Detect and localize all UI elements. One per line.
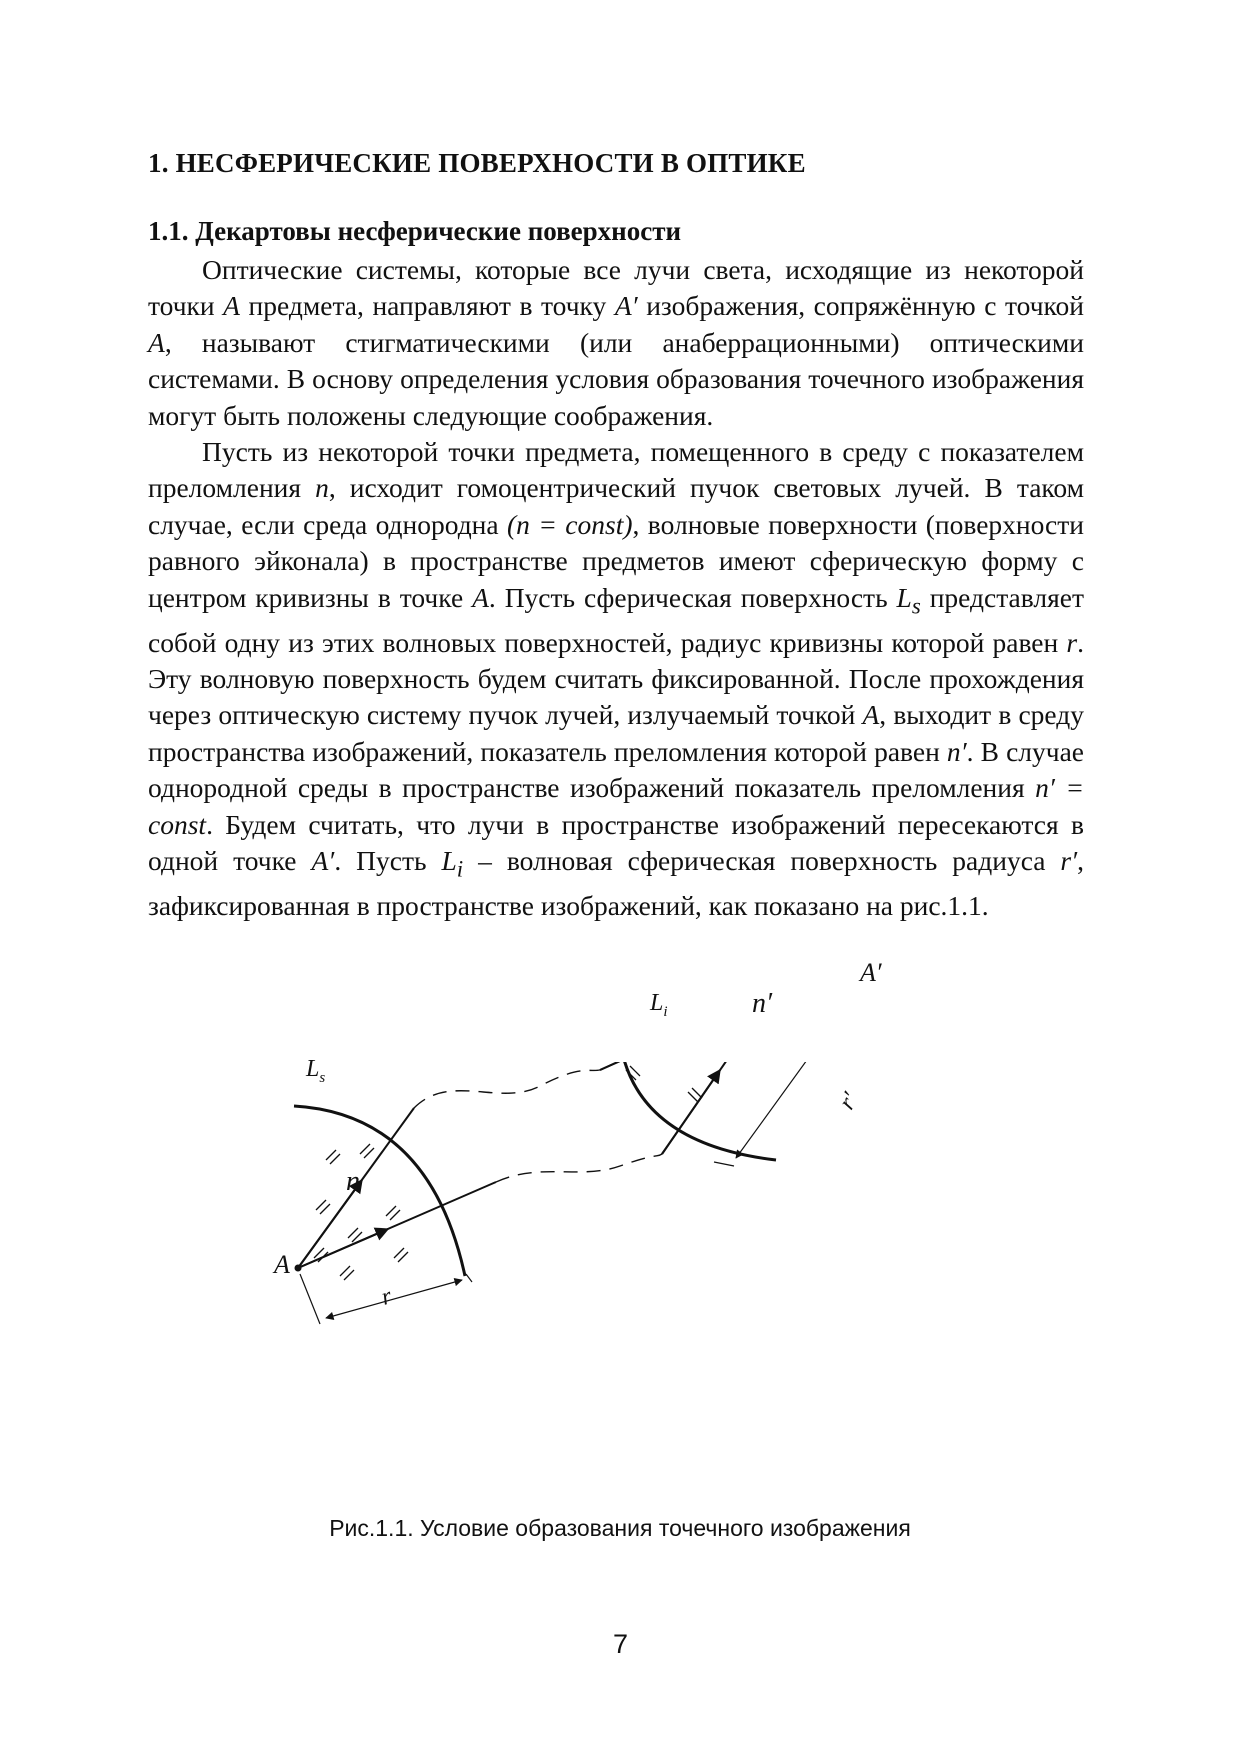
optics-diagram: [290, 1062, 950, 1472]
wave-surface-ls: [294, 1106, 465, 1276]
label-a-prime: A′: [860, 958, 882, 987]
ray-lower-image: [662, 1062, 774, 1154]
wave-surface-li: [618, 1062, 776, 1160]
formula-n-const: (n = const): [507, 508, 633, 540]
label-n: n: [346, 1166, 360, 1197]
label-r: r: [378, 1283, 395, 1311]
label-n-prime: n′: [752, 988, 773, 1019]
hatch-object-space: [314, 1144, 408, 1280]
paragraph-2: Пусть из некоторой точки предмета, помещенного в среду с показателем преломления n, исходит гомоцентрический пучок световых лучей. В таком случае, если среда однородна (n = const), волновые поверхности (поверхности равного эйконала) в пространстве предметов имеют сферическую форму с центром кривизны в точке A. Пусть сферическая поверхность $L_s$ представляет собой одну из этих волновых поверхностей, радиус кривизны которой равен r. Эту волновую поверхность будем считать фиксированной. После прохождения через оптическую систему пучок лучей, излучаемый точкой A, выходит в среду пространства изображений, показатель преломления которой равен n′. В случае однородной среды в пространстве изображений показатель преломления n′ = const. Будем считать, что лучи в пространстве изображений пересекаются в одной точке A′. Пусть $L_i$ – волновая сферическая поверхность радиуса r′, зафиксированная в пространстве изображений, как показано на рис.1.1.: [148, 436, 1085, 921]
figure-1-1: [274, 1056, 950, 1472]
dashed-ray-lower: [496, 1154, 662, 1182]
dashed-ray-upper: [414, 1070, 600, 1108]
chapter-title: 1. НЕСФЕРИЧЕСКИЕ ПОВЕРХНОСТИ В ОПТИКЕ: [148, 148, 806, 178]
label-r-prime: r′: [833, 1088, 864, 1115]
paragraph-1: Оптические системы, которые все лучи света, исходящие из некоторой точки A предмета, направляют в точку A′ изображения, сопряжённую с точкой A, называют стигматическими (или анаберрационными) оптическими системами. В основу определения условия образования точечного изображения могут быть положены следующие соображения.: [148, 254, 1084, 431]
label-a: A: [274, 1250, 290, 1279]
ray-upper-image-arrow: [600, 1062, 700, 1070]
figure-caption: Рис.1.1. Условие образования точечного изображения: [329, 1515, 911, 1541]
ray-lower-image-arrow: [662, 1070, 720, 1154]
label-li: $L_i$: [650, 990, 668, 1020]
label-ls: $L_s$: [306, 1056, 326, 1086]
body-text: [148, 252, 1084, 924]
page-number: 7: [612, 1629, 629, 1659]
point-a: [295, 1265, 302, 1272]
section-title: 1.1. Декартовы несферические поверхности: [148, 216, 682, 246]
formula-n-prime-const: n′ = const: [148, 772, 1084, 840]
